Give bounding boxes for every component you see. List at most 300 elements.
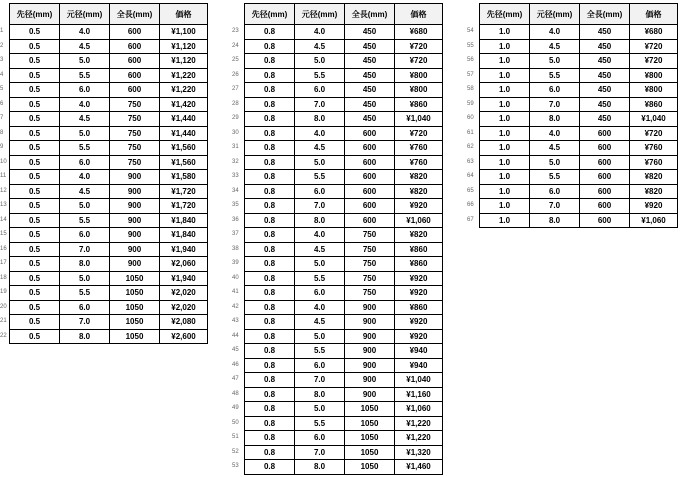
length-cell[interactable]: 900 — [345, 315, 395, 330]
price-cell[interactable]: ¥920 — [630, 199, 678, 214]
price-cell[interactable]: ¥1,060 — [395, 213, 443, 228]
price-cell[interactable]: ¥1,120 — [160, 54, 208, 69]
base-diameter-cell[interactable]: 4.0 — [295, 126, 345, 141]
table-row — [245, 344, 443, 359]
length-cell[interactable]: 450 — [580, 83, 630, 98]
price-cell[interactable]: ¥1,060 — [630, 213, 678, 228]
tip-diameter-cell[interactable]: 0.8 — [245, 460, 295, 475]
price-cell[interactable]: ¥820 — [395, 170, 443, 185]
length-cell[interactable]: 750 — [110, 112, 160, 127]
tip-diameter-cell[interactable]: 0.5 — [10, 213, 60, 228]
price-cell[interactable]: ¥860 — [395, 242, 443, 257]
price-cell[interactable]: ¥1,440 — [160, 112, 208, 127]
table-row — [10, 126, 208, 141]
price-cell[interactable]: ¥920 — [395, 329, 443, 344]
tip-diameter-cell[interactable]: 0.8 — [245, 416, 295, 431]
tip-diameter-cell[interactable]: 0.8 — [245, 213, 295, 228]
tip-diameter-cell[interactable]: 1.0 — [480, 184, 530, 199]
length-cell[interactable]: 450 — [345, 112, 395, 127]
tip-diameter-header: 先径(mm) — [480, 4, 530, 25]
tip-diameter-cell[interactable]: 0.8 — [245, 170, 295, 185]
tip-diameter-cell[interactable]: 0.5 — [10, 112, 60, 127]
table-row — [245, 199, 443, 214]
price-cell[interactable]: ¥720 — [630, 54, 678, 69]
length-cell[interactable]: 1050 — [110, 329, 160, 344]
base-diameter-cell[interactable]: 4.5 — [295, 39, 345, 54]
length-cell[interactable]: 900 — [110, 184, 160, 199]
tip-diameter-cell[interactable]: 0.8 — [245, 315, 295, 330]
tip-diameter-cell[interactable]: 1.0 — [480, 112, 530, 127]
table-row — [245, 402, 443, 417]
length-cell[interactable]: 900 — [110, 257, 160, 272]
length-cell[interactable]: 450 — [345, 97, 395, 112]
length-cell[interactable]: 600 — [580, 126, 630, 141]
table-row — [245, 373, 443, 388]
base-diameter-cell[interactable]: 4.5 — [530, 39, 580, 54]
price-cell[interactable]: ¥1,460 — [395, 460, 443, 475]
price-cell[interactable]: ¥820 — [630, 170, 678, 185]
price-cell[interactable]: ¥1,420 — [160, 97, 208, 112]
base-diameter-cell[interactable]: 6.0 — [295, 431, 345, 446]
base-diameter-cell[interactable]: 4.5 — [530, 141, 580, 156]
price-cell[interactable]: ¥1,220 — [160, 68, 208, 83]
base-diameter-cell[interactable]: 6.0 — [530, 83, 580, 98]
tip-diameter-cell[interactable]: 0.5 — [10, 170, 60, 185]
price-cell[interactable]: ¥1,120 — [160, 39, 208, 54]
price-cell[interactable]: ¥1,440 — [160, 126, 208, 141]
length-cell[interactable]: 750 — [345, 257, 395, 272]
price-cell[interactable]: ¥1,720 — [160, 184, 208, 199]
length-cell[interactable]: 900 — [345, 358, 395, 373]
table-row — [245, 329, 443, 344]
tip-diameter-cell[interactable]: 0.5 — [10, 242, 60, 257]
tip-diameter-cell[interactable]: 0.5 — [10, 97, 60, 112]
length-cell[interactable]: 1050 — [345, 416, 395, 431]
length-cell[interactable]: 450 — [345, 39, 395, 54]
tip-diameter-cell[interactable]: 1.0 — [480, 97, 530, 112]
price-cell[interactable]: ¥1,840 — [160, 228, 208, 243]
base-diameter-cell[interactable]: 8.0 — [60, 329, 110, 344]
tip-diameter-cell[interactable]: 1.0 — [480, 68, 530, 83]
base-diameter-cell[interactable]: 6.0 — [530, 184, 580, 199]
tip-diameter-cell[interactable]: 0.8 — [245, 431, 295, 446]
base-diameter-cell[interactable]: 8.0 — [530, 112, 580, 127]
length-cell[interactable]: 1050 — [345, 460, 395, 475]
length-cell[interactable]: 900 — [345, 329, 395, 344]
tip-diameter-cell[interactable]: 0.5 — [10, 300, 60, 315]
tip-diameter-cell[interactable]: 0.8 — [245, 257, 295, 272]
row-number: 36 — [232, 216, 239, 223]
length-cell[interactable]: 750 — [110, 126, 160, 141]
tip-diameter-cell[interactable]: 0.5 — [10, 228, 60, 243]
price-cell[interactable]: ¥720 — [395, 54, 443, 69]
tip-diameter-cell[interactable]: 1.0 — [480, 83, 530, 98]
price-cell[interactable]: ¥720 — [395, 39, 443, 54]
price-cell[interactable]: ¥1,060 — [395, 402, 443, 417]
length-cell[interactable]: 1050 — [110, 300, 160, 315]
tip-diameter-cell[interactable]: 1.0 — [480, 126, 530, 141]
price-cell[interactable]: ¥720 — [630, 126, 678, 141]
length-cell[interactable]: 600 — [110, 68, 160, 83]
length-cell[interactable]: 900 — [345, 344, 395, 359]
length-cell[interactable]: 600 — [580, 213, 630, 228]
length-cell[interactable]: 600 — [580, 141, 630, 156]
table-row — [245, 358, 443, 373]
price-cell[interactable]: ¥680 — [630, 25, 678, 40]
tip-diameter-cell[interactable]: 0.8 — [245, 155, 295, 170]
length-cell[interactable]: 900 — [110, 228, 160, 243]
tip-diameter-cell[interactable]: 0.5 — [10, 141, 60, 156]
length-cell[interactable]: 1050 — [110, 315, 160, 330]
tip-diameter-cell[interactable]: 1.0 — [480, 25, 530, 40]
price-cell[interactable]: ¥820 — [395, 228, 443, 243]
length-cell[interactable]: 600 — [345, 141, 395, 156]
base-diameter-cell[interactable]: 5.5 — [530, 170, 580, 185]
base-diameter-cell[interactable]: 7.0 — [60, 242, 110, 257]
price-cell[interactable]: ¥920 — [395, 286, 443, 301]
tip-diameter-cell[interactable]: 0.8 — [245, 358, 295, 373]
row-number: 58 — [467, 86, 474, 92]
tip-diameter-cell[interactable]: 0.8 — [245, 25, 295, 40]
base-diameter-cell[interactable]: 4.0 — [530, 25, 580, 40]
length-cell[interactable]: 450 — [580, 68, 630, 83]
price-cell[interactable]: ¥1,320 — [395, 445, 443, 460]
length-cell[interactable]: 450 — [580, 54, 630, 69]
price-cell[interactable]: ¥1,100 — [160, 25, 208, 40]
base-diameter-cell[interactable]: 5.0 — [295, 155, 345, 170]
base-diameter-cell[interactable]: 5.5 — [60, 213, 110, 228]
price-cell[interactable]: ¥1,580 — [160, 170, 208, 185]
price-cell[interactable]: ¥920 — [395, 315, 443, 330]
base-diameter-cell[interactable]: 5.5 — [295, 68, 345, 83]
price-cell[interactable]: ¥800 — [395, 83, 443, 98]
base-diameter-cell[interactable]: 5.0 — [60, 199, 110, 214]
price-cell[interactable]: ¥920 — [395, 199, 443, 214]
price-cell[interactable]: ¥760 — [630, 155, 678, 170]
tip-diameter-cell[interactable]: 0.8 — [245, 344, 295, 359]
price-cell[interactable]: ¥2,600 — [160, 329, 208, 344]
price-cell[interactable]: ¥2,060 — [160, 257, 208, 272]
row-number: 32 — [232, 158, 239, 165]
base-diameter-cell[interactable]: 5.5 — [295, 416, 345, 431]
price-cell[interactable]: ¥760 — [395, 141, 443, 156]
base-diameter-cell[interactable]: 7.0 — [530, 199, 580, 214]
base-diameter-cell[interactable]: 8.0 — [295, 213, 345, 228]
length-cell[interactable]: 750 — [345, 271, 395, 286]
tip-diameter-cell[interactable]: 1.0 — [480, 39, 530, 54]
base-diameter-cell[interactable]: 4.5 — [60, 184, 110, 199]
base-diameter-cell[interactable]: 4.5 — [60, 112, 110, 127]
length-cell[interactable]: 600 — [110, 39, 160, 54]
table-row — [480, 141, 678, 156]
base-diameter-cell[interactable]: 6.0 — [60, 155, 110, 170]
tip-diameter-cell[interactable]: 0.8 — [245, 300, 295, 315]
tip-diameter-cell[interactable]: 0.8 — [245, 271, 295, 286]
price-cell[interactable]: ¥1,940 — [160, 271, 208, 286]
price-cell[interactable]: ¥800 — [395, 68, 443, 83]
tip-diameter-cell[interactable]: 0.8 — [245, 387, 295, 402]
tip-diameter-cell[interactable]: 0.5 — [10, 271, 60, 286]
base-diameter-cell[interactable]: 5.0 — [60, 54, 110, 69]
tip-diameter-cell[interactable]: 0.5 — [10, 155, 60, 170]
base-diameter-cell[interactable]: 4.5 — [60, 39, 110, 54]
row-number: 57 — [467, 71, 474, 78]
base-diameter-cell[interactable]: 5.5 — [295, 170, 345, 185]
price-cell[interactable]: ¥1,560 — [160, 155, 208, 170]
base-diameter-cell[interactable]: 4.0 — [60, 25, 110, 40]
price-cell[interactable]: ¥800 — [630, 83, 678, 98]
tip-diameter-cell[interactable]: 0.8 — [245, 126, 295, 141]
table-row — [480, 83, 678, 98]
base-diameter-cell[interactable]: 5.5 — [530, 68, 580, 83]
row-number: 63 — [467, 158, 474, 165]
length-cell[interactable]: 750 — [110, 155, 160, 170]
base-diameter-cell[interactable]: 4.0 — [295, 300, 345, 315]
tip-diameter-cell[interactable]: 0.5 — [10, 315, 60, 330]
base-diameter-cell[interactable]: 6.0 — [60, 83, 110, 98]
base-diameter-header: 元径(mm) — [530, 4, 580, 25]
length-cell[interactable]: 600 — [580, 199, 630, 214]
base-diameter-cell[interactable]: 6.0 — [60, 228, 110, 243]
price-cell[interactable]: ¥940 — [395, 358, 443, 373]
tip-diameter-cell[interactable]: 0.8 — [245, 228, 295, 243]
length-cell[interactable]: 450 — [580, 25, 630, 40]
base-diameter-cell[interactable]: 4.5 — [295, 315, 345, 330]
tip-diameter-cell[interactable]: 0.8 — [245, 373, 295, 388]
tip-diameter-cell[interactable]: 0.5 — [10, 184, 60, 199]
base-diameter-cell[interactable]: 8.0 — [530, 213, 580, 228]
row-number: 16 — [0, 245, 7, 252]
length-cell[interactable]: 600 — [580, 184, 630, 199]
tip-diameter-cell[interactable]: 1.0 — [480, 54, 530, 69]
length-cell[interactable]: 900 — [110, 199, 160, 214]
base-diameter-cell[interactable]: 4.0 — [295, 25, 345, 40]
tip-diameter-cell[interactable]: 0.5 — [10, 329, 60, 344]
tip-diameter-cell[interactable]: 1.0 — [480, 170, 530, 185]
length-cell[interactable]: 900 — [345, 373, 395, 388]
tip-diameter-header: 先径(mm) — [245, 4, 295, 25]
base-diameter-cell[interactable]: 6.0 — [295, 358, 345, 373]
base-diameter-cell[interactable]: 7.0 — [295, 373, 345, 388]
tip-diameter-cell[interactable]: 1.0 — [480, 199, 530, 214]
tip-diameter-cell[interactable]: 0.5 — [10, 286, 60, 301]
price-cell[interactable]: ¥1,940 — [160, 242, 208, 257]
tip-diameter-cell[interactable]: 0.8 — [245, 68, 295, 83]
base-diameter-cell[interactable]: 7.0 — [60, 315, 110, 330]
row-number: 3 — [0, 57, 4, 63]
base-diameter-cell[interactable]: 5.0 — [295, 257, 345, 272]
tip-diameter-cell[interactable]: 0.8 — [245, 184, 295, 199]
tip-diameter-cell[interactable]: 0.5 — [10, 39, 60, 54]
tip-diameter-cell[interactable]: 0.8 — [245, 329, 295, 344]
base-diameter-cell[interactable]: 5.0 — [60, 126, 110, 141]
row-number: 43 — [232, 318, 239, 324]
length-cell[interactable]: 600 — [580, 155, 630, 170]
price-cell[interactable]: ¥920 — [395, 271, 443, 286]
tip-diameter-cell[interactable]: 0.8 — [245, 199, 295, 214]
price-cell[interactable]: ¥860 — [630, 97, 678, 112]
base-diameter-cell[interactable]: 5.0 — [295, 54, 345, 69]
length-cell[interactable]: 450 — [345, 68, 395, 83]
price-cell[interactable]: ¥1,220 — [395, 431, 443, 446]
base-diameter-cell[interactable]: 8.0 — [60, 257, 110, 272]
price-cell[interactable]: ¥800 — [630, 68, 678, 83]
tip-diameter-cell[interactable]: 0.8 — [245, 242, 295, 257]
tip-diameter-cell[interactable]: 0.8 — [245, 141, 295, 156]
tip-diameter-cell[interactable]: 0.5 — [10, 83, 60, 98]
length-cell[interactable]: 1050 — [110, 286, 160, 301]
price-cell[interactable]: ¥1,040 — [630, 112, 678, 127]
tip-diameter-cell[interactable]: 0.8 — [245, 39, 295, 54]
length-cell[interactable]: 750 — [345, 286, 395, 301]
length-cell[interactable]: 600 — [345, 199, 395, 214]
tip-diameter-cell[interactable]: 1.0 — [480, 155, 530, 170]
tip-diameter-cell[interactable]: 0.8 — [245, 83, 295, 98]
price-cell[interactable]: ¥860 — [395, 300, 443, 315]
price-cell[interactable]: ¥860 — [395, 97, 443, 112]
base-diameter-cell[interactable]: 8.0 — [295, 112, 345, 127]
base-diameter-cell[interactable]: 7.0 — [295, 97, 345, 112]
length-cell[interactable]: 600 — [110, 83, 160, 98]
price-cell[interactable]: ¥940 — [395, 344, 443, 359]
length-cell[interactable]: 600 — [110, 25, 160, 40]
length-cell[interactable]: 600 — [110, 54, 160, 69]
base-diameter-cell[interactable]: 6.0 — [60, 300, 110, 315]
base-diameter-cell[interactable]: 8.0 — [295, 460, 345, 475]
price-cell[interactable]: ¥1,040 — [395, 112, 443, 127]
table-row — [10, 184, 208, 199]
row-number: 34 — [232, 187, 239, 194]
tip-diameter-cell[interactable]: 0.8 — [245, 445, 295, 460]
tip-diameter-cell[interactable]: 0.8 — [245, 402, 295, 417]
length-cell[interactable]: 600 — [345, 126, 395, 141]
length-cell[interactable]: 750 — [110, 97, 160, 112]
table-row — [245, 54, 443, 69]
base-diameter-cell[interactable]: 7.0 — [295, 199, 345, 214]
length-cell[interactable]: 600 — [345, 184, 395, 199]
price-cell[interactable]: ¥1,720 — [160, 199, 208, 214]
price-cell[interactable]: ¥820 — [395, 184, 443, 199]
base-diameter-cell[interactable]: 6.0 — [295, 286, 345, 301]
base-diameter-cell[interactable]: 7.0 — [295, 445, 345, 460]
base-diameter-cell[interactable]: 6.0 — [295, 184, 345, 199]
length-cell[interactable]: 750 — [110, 141, 160, 156]
tip-diameter-cell[interactable]: 0.5 — [10, 25, 60, 40]
length-cell[interactable]: 1050 — [345, 431, 395, 446]
tip-diameter-cell[interactable]: 0.8 — [245, 286, 295, 301]
base-diameter-cell[interactable]: 5.0 — [60, 271, 110, 286]
price-cell[interactable]: ¥1,560 — [160, 141, 208, 156]
base-diameter-cell[interactable]: 5.5 — [295, 344, 345, 359]
table-row — [245, 39, 443, 54]
length-cell[interactable]: 600 — [345, 213, 395, 228]
length-cell[interactable]: 450 — [345, 54, 395, 69]
price-cell[interactable]: ¥760 — [630, 141, 678, 156]
base-diameter-cell[interactable]: 4.0 — [530, 126, 580, 141]
tip-diameter-cell[interactable]: 0.8 — [245, 54, 295, 69]
base-diameter-cell[interactable]: 7.0 — [530, 97, 580, 112]
length-cell[interactable]: 450 — [345, 83, 395, 98]
length-cell[interactable]: 1050 — [345, 402, 395, 417]
price-cell[interactable]: ¥1,040 — [395, 373, 443, 388]
length-cell[interactable]: 900 — [345, 387, 395, 402]
price-cell[interactable]: ¥2,020 — [160, 286, 208, 301]
price-cell[interactable]: ¥820 — [630, 184, 678, 199]
base-diameter-cell[interactable]: 5.0 — [295, 329, 345, 344]
price-cell[interactable]: ¥680 — [395, 25, 443, 40]
length-cell[interactable]: 450 — [580, 112, 630, 127]
table-row — [245, 315, 443, 330]
price-cell[interactable]: ¥720 — [395, 126, 443, 141]
tip-diameter-cell[interactable]: 0.8 — [245, 112, 295, 127]
length-cell[interactable]: 1050 — [345, 445, 395, 460]
base-diameter-cell[interactable]: 5.5 — [295, 271, 345, 286]
length-cell[interactable]: 600 — [580, 170, 630, 185]
table-row — [10, 300, 208, 315]
table-row — [10, 54, 208, 69]
length-cell[interactable]: 900 — [110, 213, 160, 228]
length-cell[interactable]: 900 — [110, 170, 160, 185]
base-diameter-cell[interactable]: 4.5 — [295, 242, 345, 257]
base-diameter-cell[interactable]: 5.0 — [530, 155, 580, 170]
price-cell[interactable]: ¥1,220 — [160, 83, 208, 98]
length-cell[interactable]: 900 — [345, 300, 395, 315]
row-number: 14 — [0, 216, 7, 223]
length-cell[interactable]: 450 — [345, 25, 395, 40]
base-diameter-cell[interactable]: 4.0 — [60, 97, 110, 112]
price-cell[interactable]: ¥760 — [395, 155, 443, 170]
tip-diameter-cell[interactable]: 0.5 — [10, 257, 60, 272]
length-cell[interactable]: 600 — [345, 170, 395, 185]
price-cell[interactable]: ¥2,020 — [160, 300, 208, 315]
base-diameter-cell[interactable]: 8.0 — [295, 387, 345, 402]
tip-diameter-cell[interactable]: 0.8 — [245, 97, 295, 112]
row-number: 66 — [467, 202, 474, 208]
price-cell[interactable]: ¥1,840 — [160, 213, 208, 228]
price-cell[interactable]: ¥860 — [395, 257, 443, 272]
price-cell[interactable]: ¥720 — [630, 39, 678, 54]
base-diameter-cell[interactable]: 4.0 — [60, 170, 110, 185]
length-cell[interactable]: 750 — [345, 242, 395, 257]
base-diameter-cell[interactable]: 5.5 — [60, 141, 110, 156]
tip-diameter-cell[interactable]: 1.0 — [480, 141, 530, 156]
base-diameter-cell[interactable]: 5.5 — [60, 68, 110, 83]
length-cell[interactable]: 600 — [345, 155, 395, 170]
tip-diameter-cell[interactable]: 0.5 — [10, 199, 60, 214]
base-diameter-cell[interactable]: 6.0 — [295, 83, 345, 98]
length-cell[interactable]: 1050 — [110, 271, 160, 286]
row-number: 26 — [232, 71, 239, 78]
tip-diameter-cell[interactable]: 0.5 — [10, 54, 60, 69]
base-diameter-cell[interactable]: 4.0 — [295, 228, 345, 243]
length-cell[interactable]: 750 — [345, 228, 395, 243]
tip-diameter-cell[interactable]: 1.0 — [480, 213, 530, 228]
header-row — [10, 4, 208, 25]
length-cell[interactable]: 450 — [580, 97, 630, 112]
price-cell[interactable]: ¥1,160 — [395, 387, 443, 402]
length-cell[interactable]: 450 — [580, 39, 630, 54]
base-diameter-cell[interactable]: 5.0 — [530, 54, 580, 69]
row-number: 54 — [467, 28, 474, 34]
tip-diameter-cell[interactable]: 0.5 — [10, 126, 60, 141]
base-diameter-cell[interactable]: 5.0 — [295, 402, 345, 417]
length-cell[interactable]: 900 — [110, 242, 160, 257]
base-diameter-cell[interactable]: 4.5 — [295, 141, 345, 156]
price-cell[interactable]: ¥2,080 — [160, 315, 208, 330]
price-cell[interactable]: ¥1,220 — [395, 416, 443, 431]
base-diameter-cell[interactable]: 5.5 — [60, 286, 110, 301]
tip-diameter-cell[interactable]: 0.5 — [10, 68, 60, 83]
